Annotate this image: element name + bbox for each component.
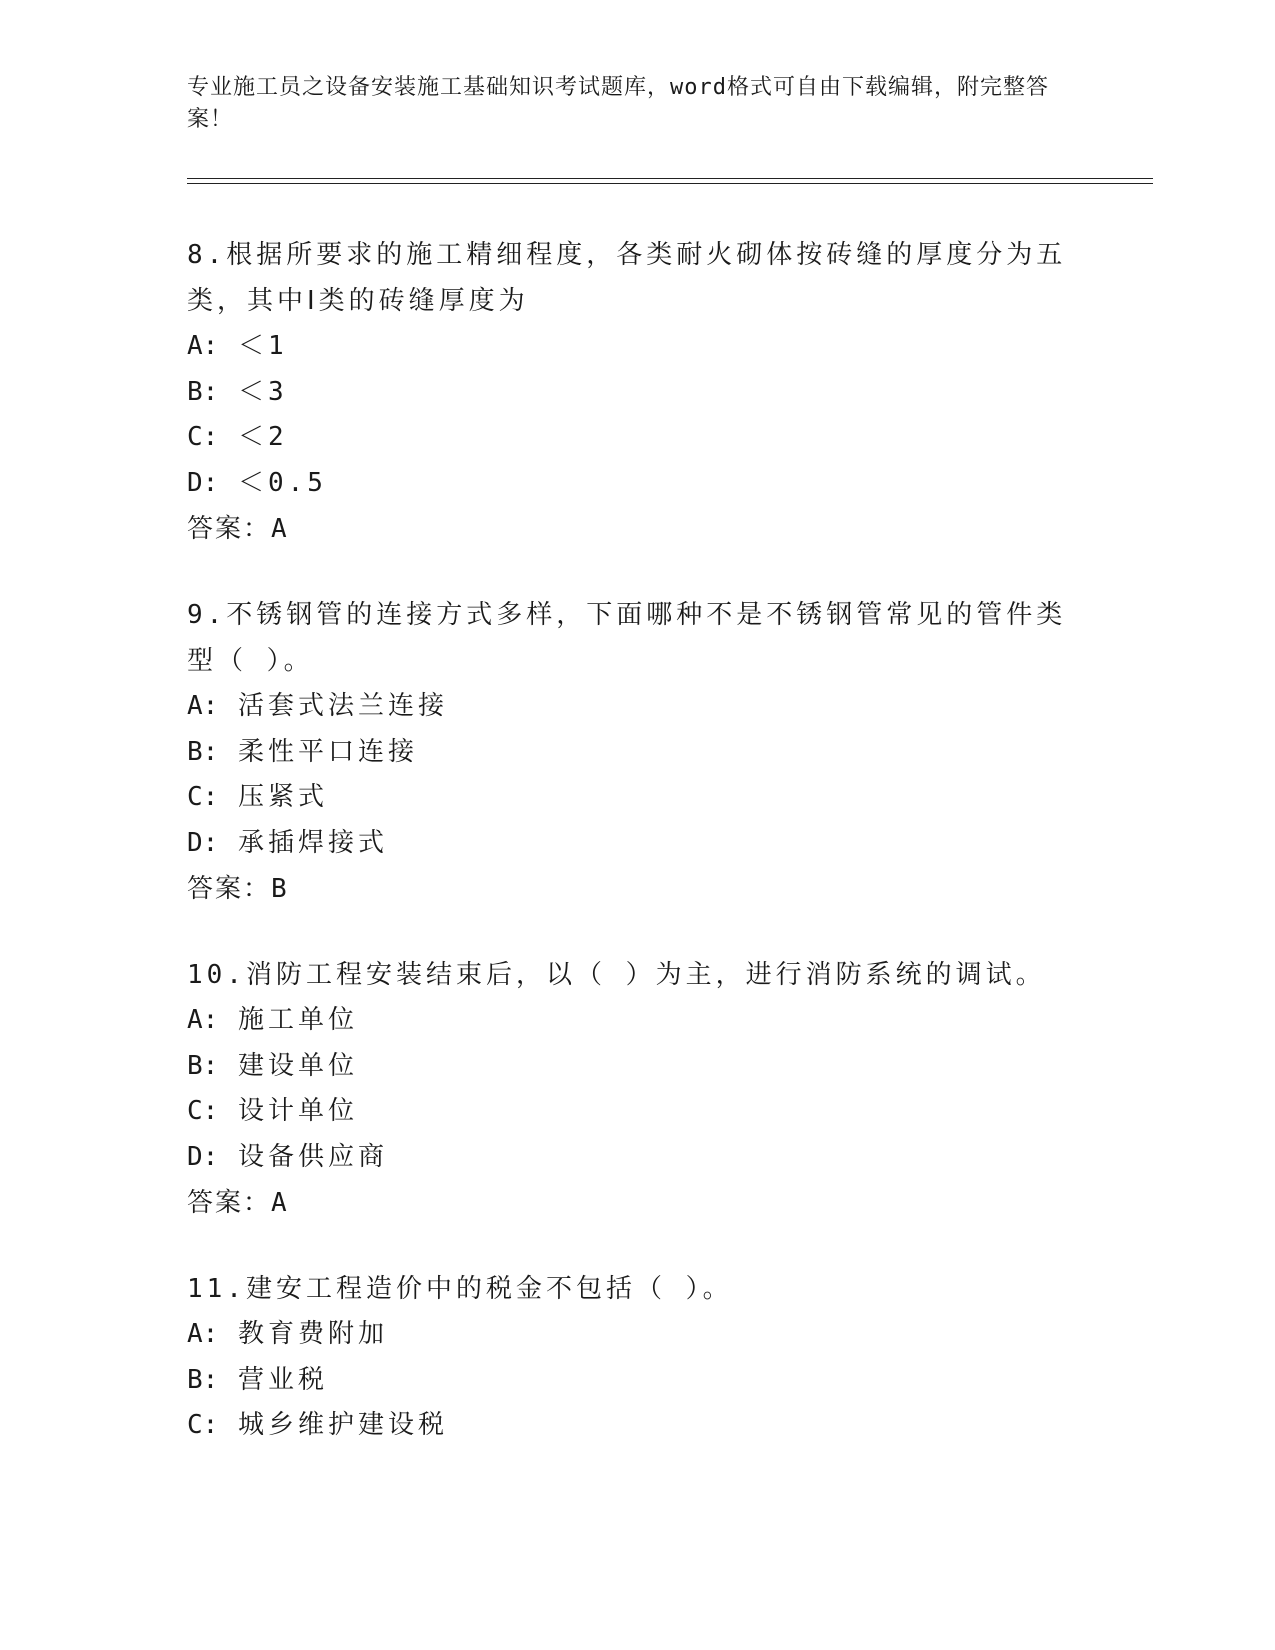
question-8 <box>187 232 1087 552</box>
option-letter: C: <box>187 422 219 452</box>
question-11 <box>187 1266 1087 1449</box>
option-letter: B: <box>187 1364 219 1395</box>
option-d <box>187 821 1087 867</box>
option-d <box>187 461 1087 507</box>
option-text: ＜2 <box>237 422 288 452</box>
option-text: 承插焊接式 <box>237 827 388 858</box>
option-a <box>187 998 1087 1044</box>
option-letter: A: <box>187 1319 219 1349</box>
option-text: 柔性平口连接 <box>237 736 418 767</box>
option-b <box>187 730 1087 776</box>
answer-line: 答案：A <box>187 1188 289 1218</box>
option-c <box>187 415 1087 461</box>
option-text: 营业税 <box>237 1364 328 1395</box>
question-list <box>187 232 1087 1489</box>
option-a <box>187 684 1087 730</box>
option-b <box>187 1044 1087 1090</box>
option-letter: C: <box>187 1096 219 1126</box>
question-stem: 9.不锈钢管的连接方式多样，下面哪种不是不锈钢管常见的管件类型（ ）。 <box>187 600 1067 676</box>
option-text: ＜3 <box>237 376 288 407</box>
option-text: 活套式法兰连接 <box>237 691 448 721</box>
option-text: 压紧式 <box>237 782 328 812</box>
option-b <box>187 370 1087 416</box>
option-letter: C: <box>187 1410 219 1440</box>
option-a <box>187 324 1087 370</box>
option-text: 设计单位 <box>237 1096 358 1126</box>
option-c <box>187 775 1087 821</box>
option-d <box>187 1135 1087 1181</box>
option-letter: A: <box>187 691 219 721</box>
option-letter: A: <box>187 1005 219 1035</box>
option-text: 设备供应商 <box>237 1141 388 1172</box>
option-a <box>187 1312 1087 1358</box>
question-9 <box>187 592 1087 912</box>
option-letter: D: <box>187 1141 219 1172</box>
answer-line: 答案：B <box>187 874 289 904</box>
option-c <box>187 1089 1087 1135</box>
option-letter: D: <box>187 827 219 858</box>
option-letter: B: <box>187 736 219 767</box>
option-text: 施工单位 <box>237 1005 358 1035</box>
option-text: ＜0.5 <box>237 467 327 498</box>
header-divider-top <box>187 178 1153 179</box>
header-divider-bottom <box>187 183 1153 184</box>
option-text: 建设单位 <box>237 1050 358 1081</box>
option-b <box>187 1358 1087 1404</box>
option-letter: B: <box>187 376 219 407</box>
document-header: 专业施工员之设备安装施工基础知识考试题库，word格式可自由下载编辑，附完整答案！ <box>187 75 1049 132</box>
option-letter: D: <box>187 467 219 498</box>
option-text: ＜1 <box>237 331 288 361</box>
question-stem: 10.消防工程安装结束后，以（ ）为主，进行消防系统的调试。 <box>187 960 1046 990</box>
option-c <box>187 1403 1087 1449</box>
option-text: 城乡维护建设税 <box>237 1410 448 1440</box>
option-letter: A: <box>187 331 219 361</box>
option-letter: B: <box>187 1050 219 1081</box>
answer-line: 答案：A <box>187 514 289 544</box>
question-stem: 8.根据所要求的施工精细程度，各类耐火砌体按砖缝的厚度分为五类，其中Ⅰ类的砖缝厚度为 <box>187 240 1067 316</box>
option-letter: C: <box>187 782 219 812</box>
option-text: 教育费附加 <box>237 1319 388 1349</box>
question-10 <box>187 952 1087 1226</box>
question-stem: 11.建安工程造价中的税金不包括（ ）。 <box>187 1274 733 1304</box>
